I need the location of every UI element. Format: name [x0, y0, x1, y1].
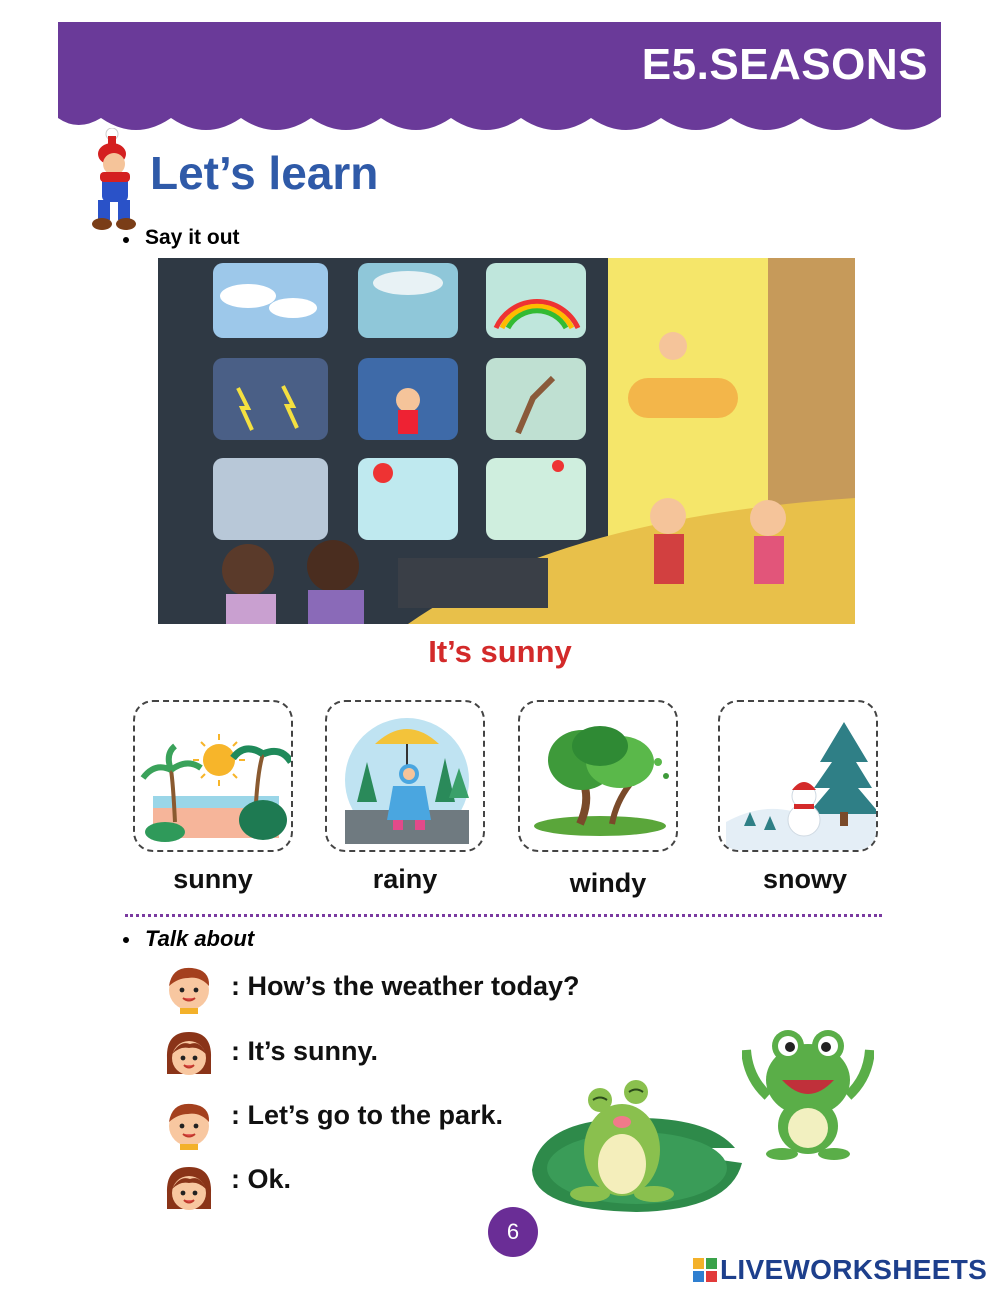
section-title: Let’s learn [150, 147, 379, 199]
dialogue-line: : Ok. [231, 1164, 292, 1194]
brand-name: LIVEWORKSHEETS [720, 1254, 988, 1285]
weather-station-illustration [158, 258, 855, 624]
rainy-girl-umbrella-icon [327, 702, 485, 852]
bullet-dot [123, 237, 129, 243]
boy-face-icon [164, 1098, 214, 1150]
frog-on-lily-pad-icon [530, 1078, 745, 1213]
girl-face-icon [164, 1163, 214, 1215]
vocab-word-snowy: snowy [762, 864, 848, 894]
happy-frog-icon [742, 1024, 874, 1160]
mario-icon [90, 128, 146, 232]
boy-face-icon [164, 962, 214, 1014]
talk-about-label: Talk about [145, 926, 255, 951]
sunny-beach-icon [135, 702, 293, 852]
dialogue-line: : Let’s go to the park. [231, 1100, 504, 1130]
snowman-icon [720, 702, 878, 852]
vocab-word-windy: windy [569, 868, 647, 898]
vocab-card-rainy [325, 700, 485, 852]
page-number: 6 [488, 1207, 538, 1257]
vocab-word-sunny: sunny [173, 864, 253, 894]
vocab-card-windy [518, 700, 678, 852]
vocab-word-rainy: rainy [372, 864, 438, 894]
vocab-card-sunny [133, 700, 293, 852]
say-it-out-label: Say it out [145, 226, 240, 249]
girl-face-icon [164, 1028, 214, 1080]
bullet-dot [123, 937, 129, 943]
unit-title: E5.SEASONS [641, 40, 928, 89]
dialogue-line: : How’s the weather today? [231, 971, 580, 1001]
vocab-card-snowy [718, 700, 878, 852]
dialogue-line: : It’s sunny. [231, 1036, 379, 1066]
liveworksheets-logo-icon [693, 1258, 717, 1282]
windy-tree-icon [520, 702, 678, 852]
scene-caption: It’s sunny [428, 634, 572, 669]
section-divider [125, 914, 882, 917]
